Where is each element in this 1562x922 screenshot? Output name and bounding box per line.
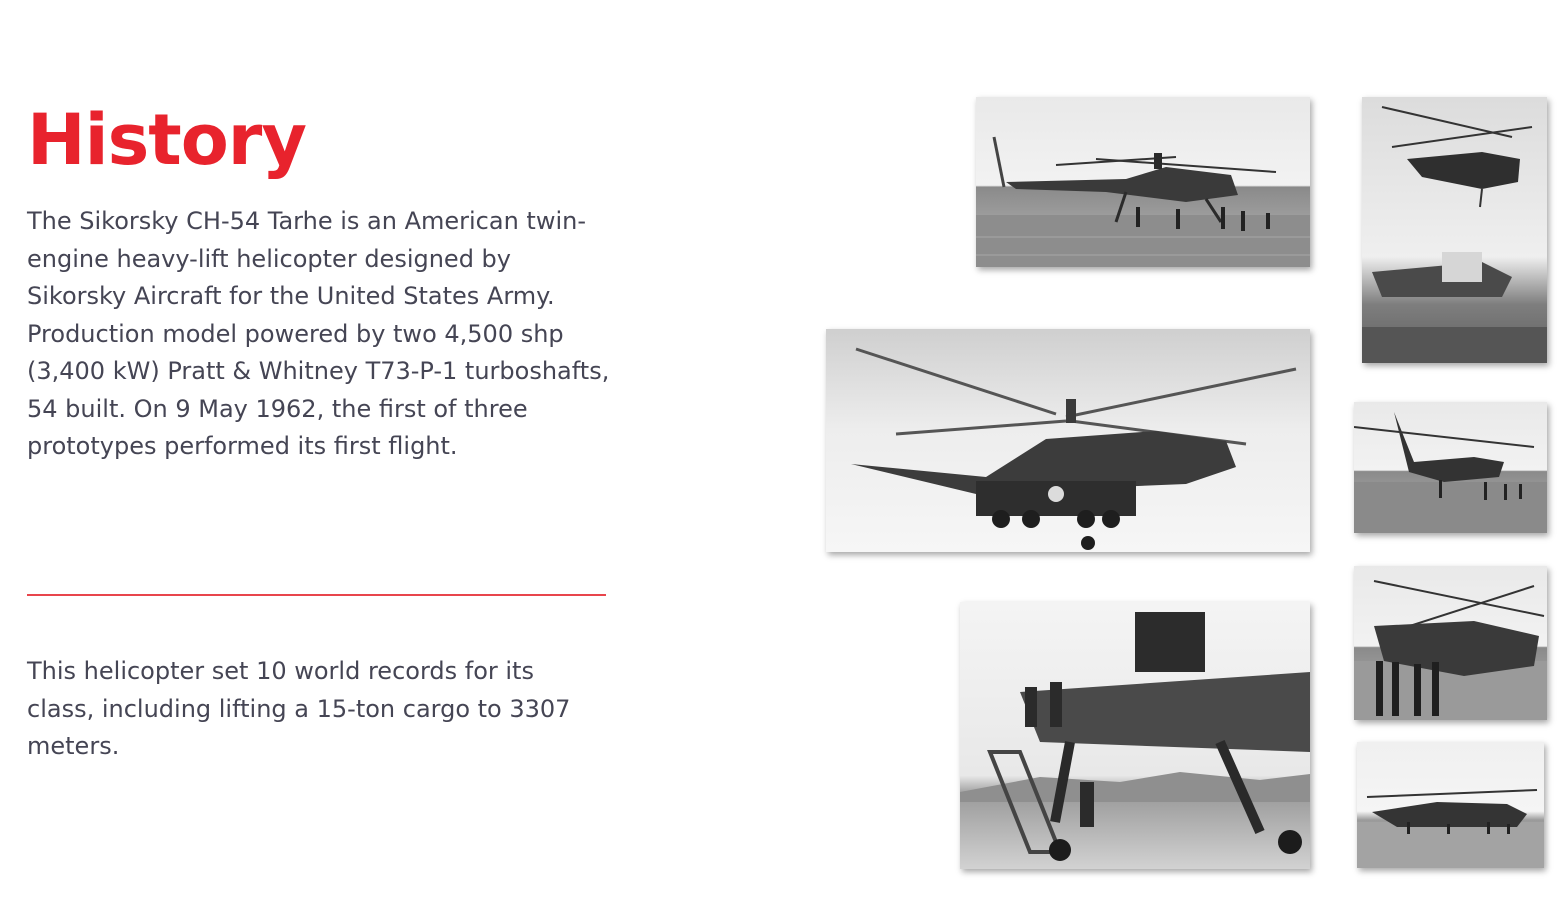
helicopter-on-deck-photo: [976, 97, 1310, 267]
helicopter-flying-with-pod-photo: [826, 329, 1310, 552]
page-title: History: [27, 99, 306, 181]
helicopter-lifting-aircraft-photo: [1362, 97, 1547, 363]
records-paragraph: This helicopter set 10 world records for its class, including lifting a 15-ton cargo to 3307 meters.: [27, 657, 571, 760]
helicopter-airfield-photo: [1357, 742, 1544, 868]
helicopter-hover-deck-photo: [1354, 402, 1547, 533]
helicopter-maintenance-photo: [960, 602, 1310, 869]
helicopter-crew-portrait-photo: [1354, 566, 1547, 720]
section-divider: [27, 594, 606, 596]
intro-paragraph: The Sikorsky CH-54 Tarhe is an American twin-engine heavy-lift helicopter designed by Sikorsky Aircraft for the United States Army. Production model powered by two 4,500 shp (3,400 kW) Pratt & Whitney T73-P-1 turboshafts, 54 built. On 9 May 1962, the first of three prototypes performed its first flight.: [27, 207, 610, 460]
